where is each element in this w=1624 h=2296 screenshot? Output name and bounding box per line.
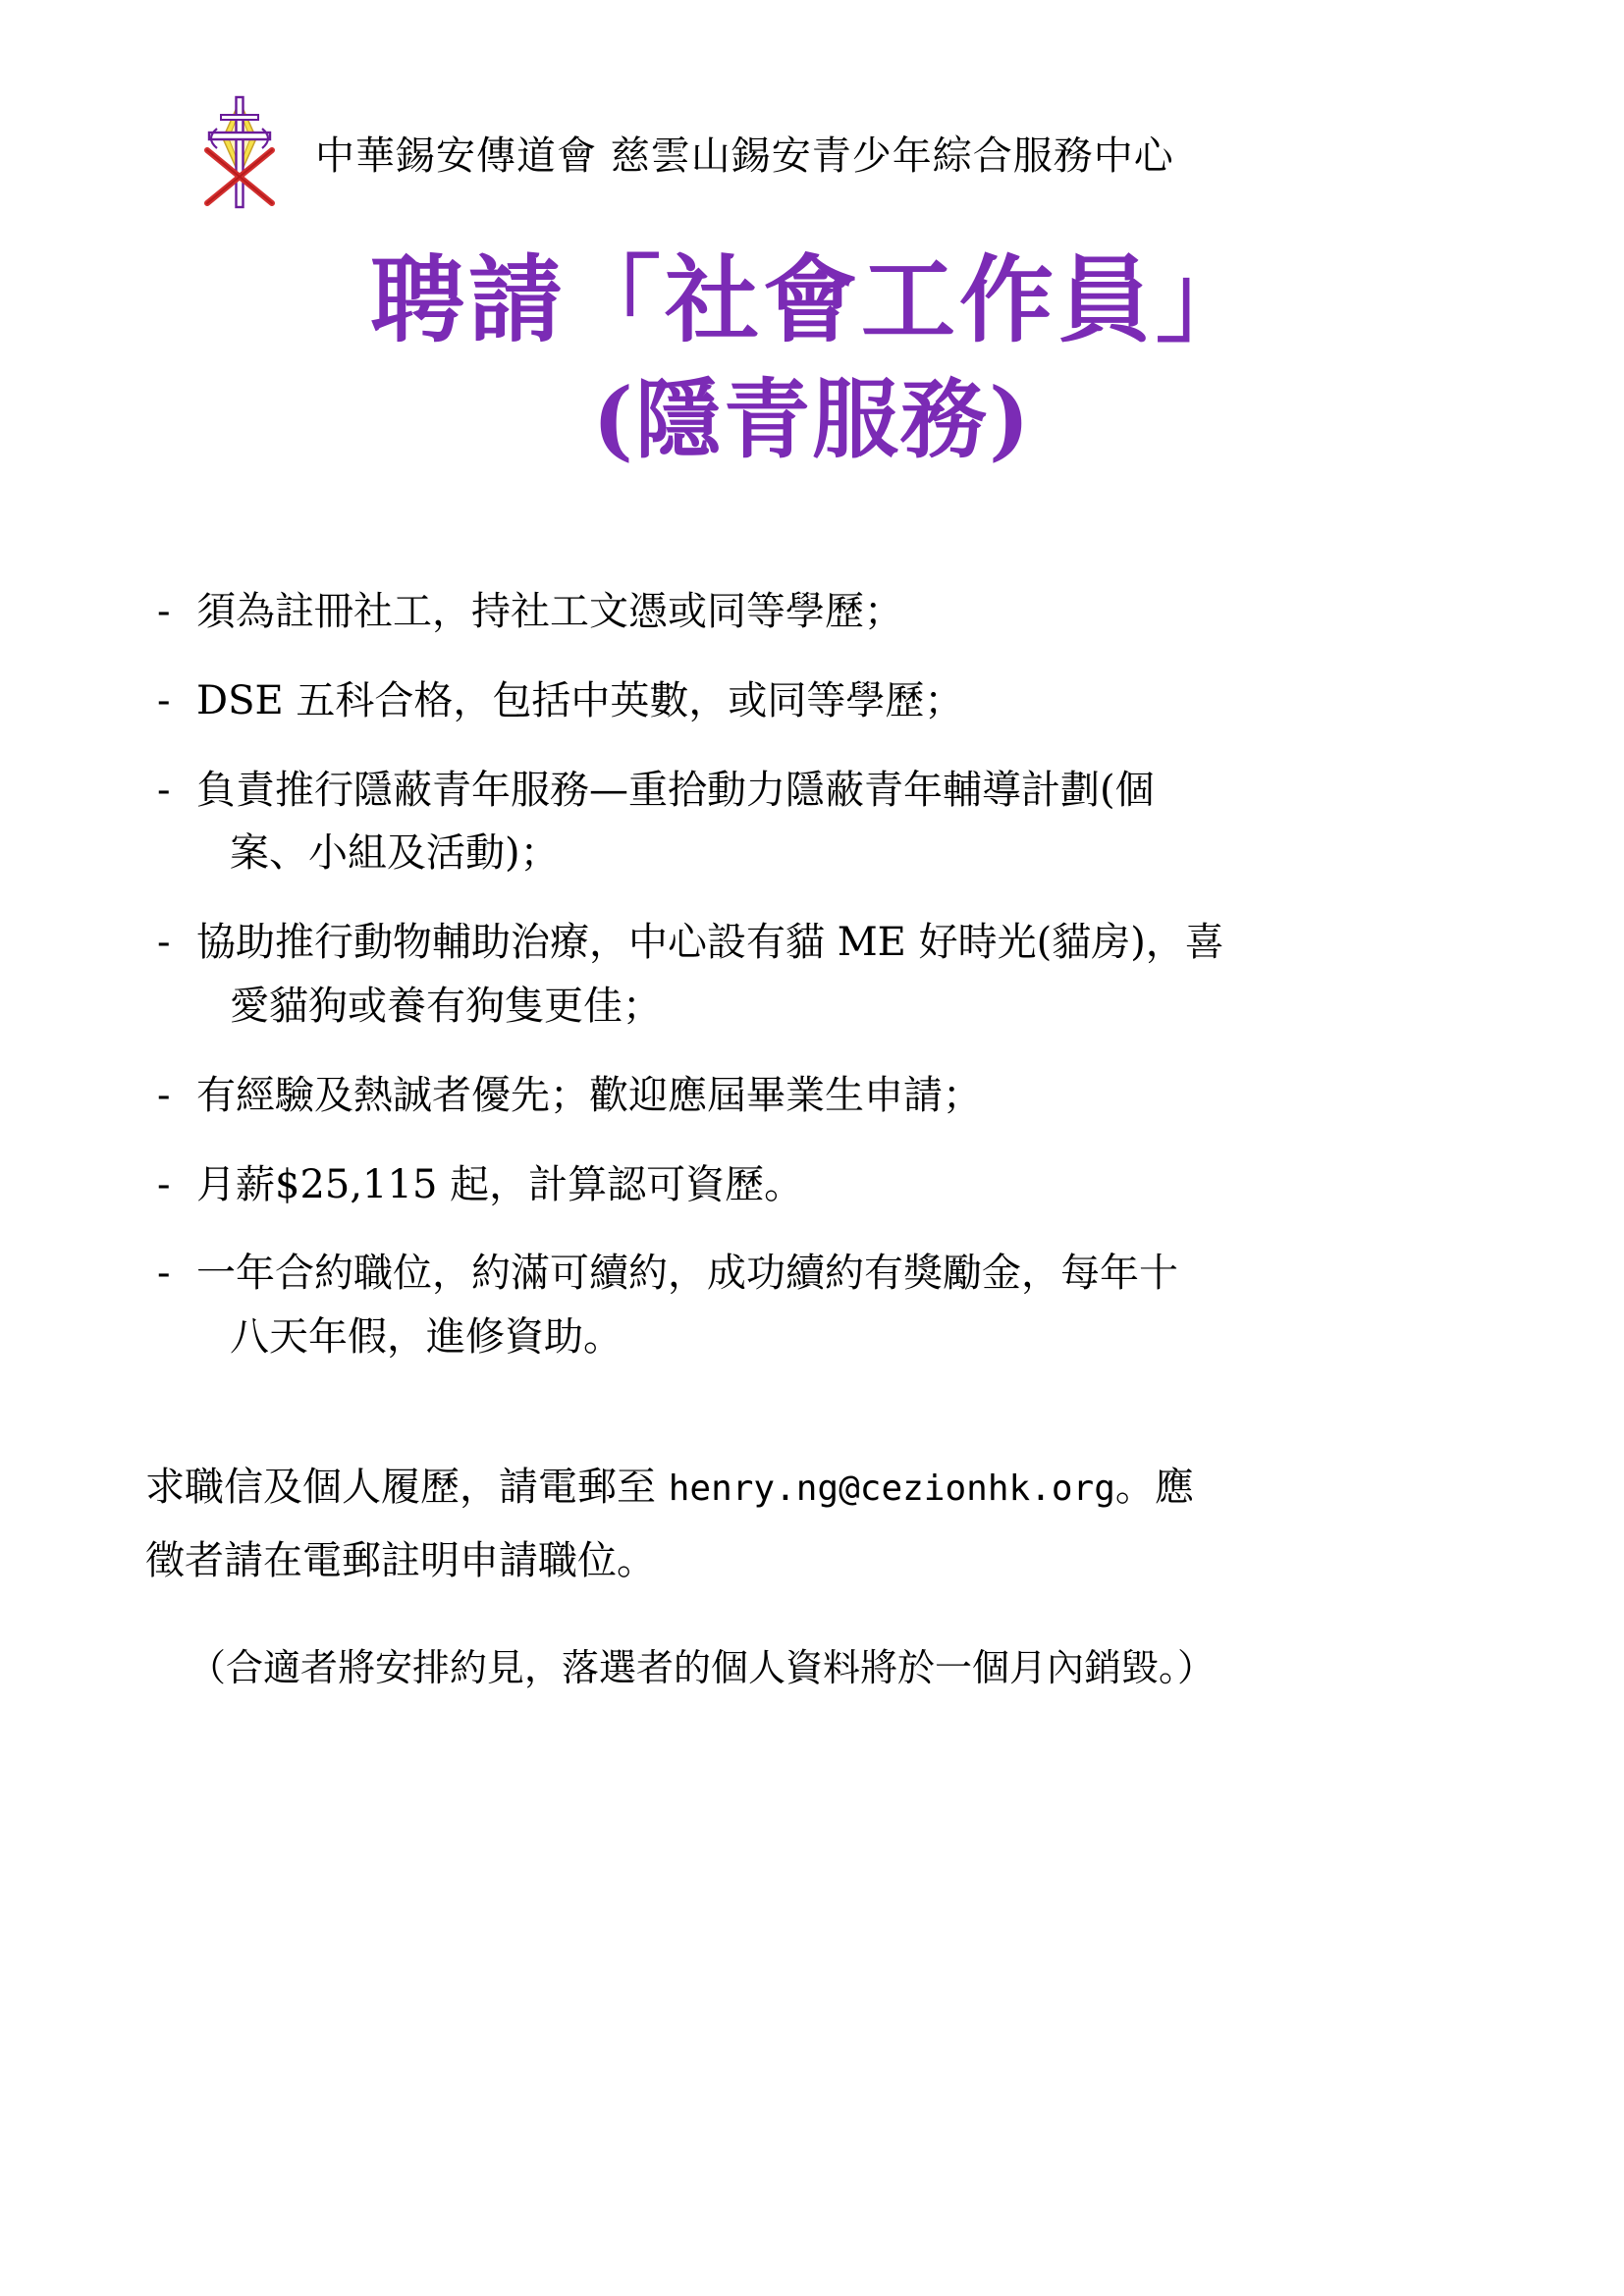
title-main: 聘請「社會工作員」 xyxy=(370,244,1254,355)
list-item-text xyxy=(196,580,1477,644)
list-item-text xyxy=(196,911,1477,1039)
list-item xyxy=(157,1064,1477,1128)
requirements-list xyxy=(0,580,1624,1369)
list-item-line: 月薪$25,115 起，計算認可資歷。 xyxy=(196,1161,804,1207)
list-item-text xyxy=(196,669,1477,733)
bullet-marker: - xyxy=(157,1161,171,1207)
bullet-marker: - xyxy=(157,588,171,634)
list-item xyxy=(157,759,1477,886)
instruction-prefix: 求職信及個人履歷，請電郵至 xyxy=(145,1464,669,1510)
list-item xyxy=(157,1153,1477,1217)
bullet-marker: - xyxy=(157,1251,171,1297)
list-item-line: 案、小組及活動)； xyxy=(230,830,560,877)
bullet-marker: - xyxy=(157,920,171,966)
list-item xyxy=(157,911,1477,1039)
bullet-marker: - xyxy=(157,1072,171,1118)
title-subtitle: (隱青服務) xyxy=(592,368,1032,471)
document-header xyxy=(0,0,1624,211)
instruction-suffix: 。應 xyxy=(1114,1464,1194,1510)
list-item-line: DSE 五科合格，包括中英數，或同等學歷； xyxy=(196,677,964,723)
list-item-text xyxy=(196,1064,1477,1128)
list-item-line: 一年合約職位，約滿可續約，成功續約有獎勵金，每年十 xyxy=(196,1251,1178,1297)
bullet-marker: - xyxy=(157,767,171,813)
organization-name: 中華錫安傳道會 慈雲山錫安青少年綜合服務中心 xyxy=(315,133,1174,179)
list-item-line: 愛貓狗或養有狗隻更佳； xyxy=(230,983,662,1029)
instruction-line-2: 徵者請在電郵註明申請職位。 xyxy=(145,1537,656,1583)
list-item-line: 負責推行隱蔽青年服務—重拾動力隱蔽青年輔導計劃(個 xyxy=(196,767,1155,813)
bullet-marker: - xyxy=(157,677,171,723)
list-item-text xyxy=(196,1153,1477,1217)
list-item xyxy=(157,669,1477,733)
list-item-text xyxy=(196,1242,1477,1369)
privacy-note: （合適者將安排約見，落選者的個人資料將於一個月內銷毀。） xyxy=(189,1645,1216,1689)
instruction-line-1 xyxy=(145,1454,1477,1522)
list-item-text xyxy=(196,759,1477,886)
list-item xyxy=(157,580,1477,644)
list-item xyxy=(157,1242,1477,1369)
page-title xyxy=(0,246,1624,472)
contact-email: henry.ng@cezionhk.org xyxy=(668,1468,1115,1509)
list-item-line: 八天年假，進修資助。 xyxy=(230,1314,623,1361)
list-item-line: 有經驗及熱誠者優先；歡迎應屆畢業生申請； xyxy=(196,1072,982,1118)
list-item-line: 協助推行動物輔助治療，中心設有貓 ME 好時光(貓房)，喜 xyxy=(196,920,1224,966)
application-instructions xyxy=(0,1454,1624,1700)
cezion-cross-logo-icon xyxy=(191,93,288,211)
list-item-line: 須為註冊社工，持社工文憑或同等學歷； xyxy=(196,588,903,634)
